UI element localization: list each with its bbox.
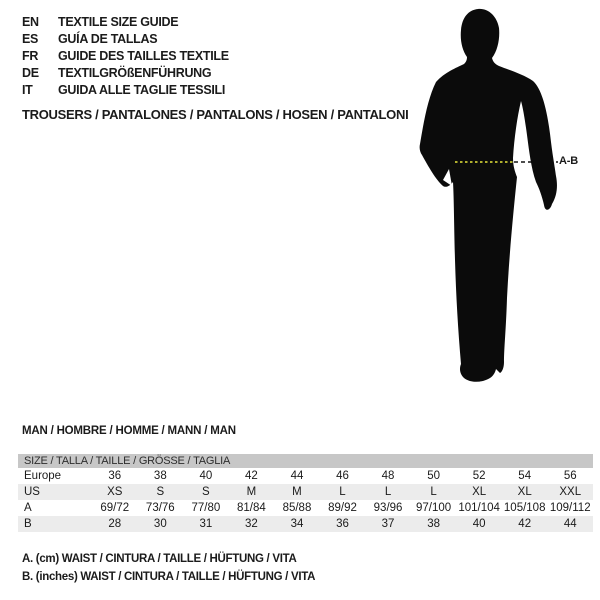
size-cell: 46 <box>336 470 349 482</box>
language-label: GUIDE DES TAILLES TEXTILE <box>58 48 229 63</box>
language-code: DE <box>22 65 39 80</box>
measurement-notes <box>22 550 315 586</box>
size-cell: 54 <box>518 470 532 482</box>
size-cell: 109/112 <box>549 502 591 514</box>
language-label: TEXTILGRÖßENFÜHRUNG <box>58 65 212 80</box>
size-cell: 42 <box>245 470 258 482</box>
size-cell: S <box>202 486 210 498</box>
language-code: IT <box>22 82 33 97</box>
table-row <box>18 516 593 532</box>
size-cell: 38 <box>153 470 167 482</box>
size-cell: 93/96 <box>373 502 403 514</box>
size-cell: 101/104 <box>458 502 500 514</box>
size-cell: 73/76 <box>145 502 175 514</box>
table-header: SIZE / TALLA / TAILLE / GRÖSSE / TAGLIA <box>18 454 593 468</box>
size-cell: 31 <box>199 518 213 530</box>
language-row <box>22 47 229 64</box>
size-cell: M <box>246 486 257 498</box>
language-block <box>22 13 229 98</box>
size-cell: 36 <box>108 470 122 482</box>
size-cell: 38 <box>427 518 440 530</box>
size-cell: 89/92 <box>328 502 357 514</box>
man-silhouette-figure <box>400 0 600 400</box>
table-row <box>18 468 593 484</box>
row-label: US <box>24 486 40 498</box>
garment-heading: TROUSERS / PANTALONES / PANTALONS / HOSEN / PANTALONI <box>22 107 409 122</box>
language-code: EN <box>22 14 39 29</box>
man-silhouette <box>420 9 557 382</box>
language-label: GUIDA ALLE TAGLIE TESSILI <box>58 82 226 97</box>
size-cell: L <box>384 486 392 498</box>
language-row <box>22 30 229 47</box>
table-row <box>18 500 593 516</box>
note-a-cm: A. (cm) WAIST / CINTURA / TAILLE / HÜFTUNG / VITA <box>22 553 297 565</box>
size-cell: 85/88 <box>282 502 312 514</box>
size-cell: 69/72 <box>100 502 130 514</box>
table-body <box>18 468 593 532</box>
size-cell: M <box>292 486 302 498</box>
size-cell: L <box>339 486 346 498</box>
language-row <box>22 13 229 30</box>
language-code: ES <box>22 31 39 46</box>
size-cell: 42 <box>518 518 532 530</box>
size-cell: 36 <box>336 518 349 530</box>
size-cell: 37 <box>381 518 395 530</box>
size-cell: 34 <box>290 518 304 530</box>
size-cell: 97/100 <box>416 502 452 514</box>
size-cell: S <box>156 486 165 498</box>
language-label: TEXTILE SIZE GUIDE <box>58 14 179 29</box>
language-label: GUÍA DE TALLAS <box>58 31 158 46</box>
table-row <box>18 484 593 500</box>
size-cell: 77/80 <box>191 502 221 514</box>
size-cell: 44 <box>290 470 304 482</box>
man-section-heading: MAN / HOMBRE / HOMME / MANN / MAN <box>22 425 236 437</box>
size-cell: 50 <box>427 470 440 482</box>
size-cell: 40 <box>199 470 213 482</box>
size-cell: XXL <box>559 486 582 498</box>
row-label: B <box>24 518 32 530</box>
size-table <box>18 454 593 532</box>
note-b-inches: B. (inches) WAIST / CINTURA / TAILLE / HÜFTUNG / VITA <box>22 571 316 583</box>
size-cell: 105/108 <box>503 502 546 514</box>
size-cell: 56 <box>563 470 577 482</box>
row-label: Europe <box>24 470 62 482</box>
language-row <box>22 64 229 81</box>
size-cell: 48 <box>381 470 395 482</box>
measure-label: A-B <box>559 155 578 167</box>
size-cell: 44 <box>563 518 577 530</box>
size-cell: XL <box>517 486 532 498</box>
size-cell: XS <box>107 486 123 498</box>
size-cell: 30 <box>153 518 167 530</box>
size-cell: 40 <box>472 518 486 530</box>
size-cell: 52 <box>472 470 486 482</box>
size-cell: L <box>430 486 437 498</box>
size-cell: 81/84 <box>237 502 266 514</box>
size-cell: 28 <box>108 518 122 530</box>
size-cell: XL <box>472 486 487 498</box>
language-code: FR <box>22 48 39 63</box>
row-label: A <box>24 502 32 514</box>
language-row <box>22 81 229 98</box>
size-cell: 32 <box>245 518 258 530</box>
